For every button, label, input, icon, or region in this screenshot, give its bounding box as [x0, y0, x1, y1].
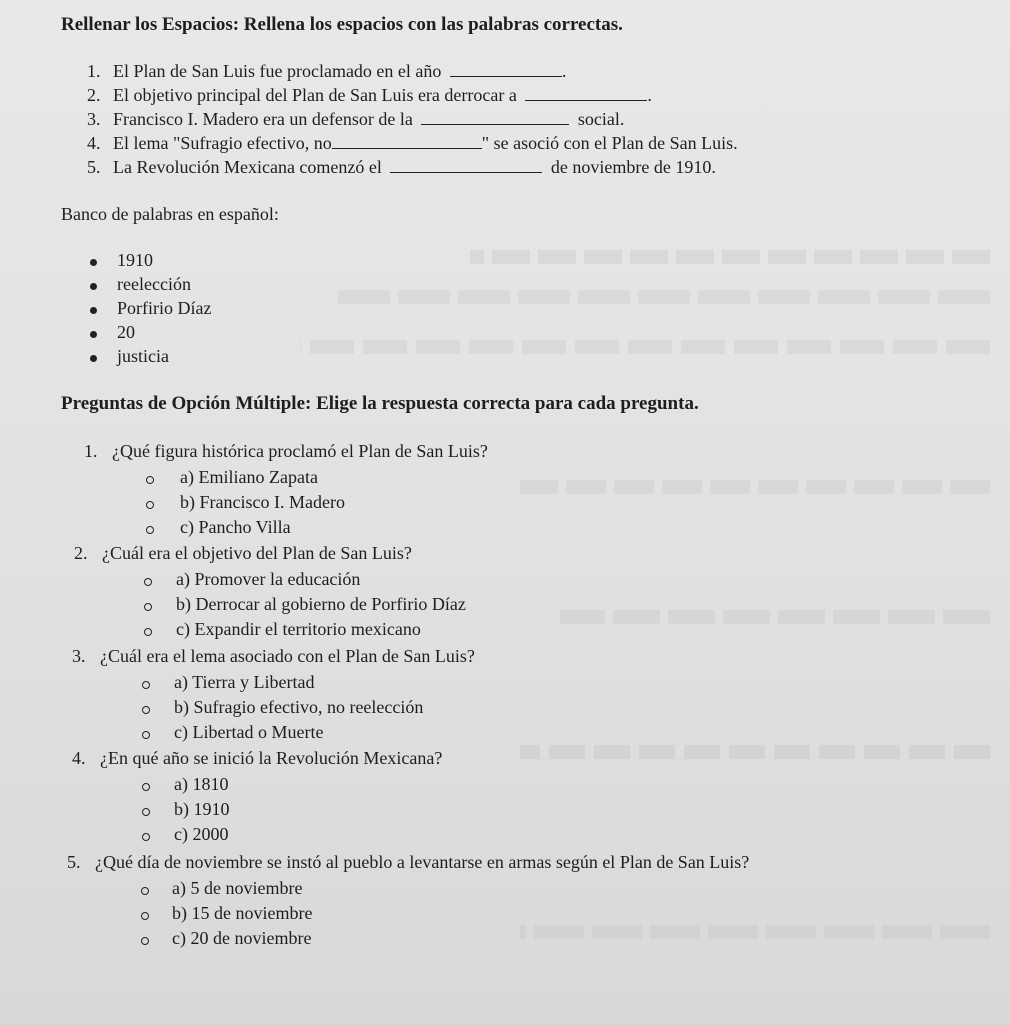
fill-item-number: 4.: [87, 133, 101, 153]
question-number: 2.: [74, 543, 88, 563]
answer-option[interactable]: b) 15 de noviembre: [172, 903, 313, 923]
radio-circle-icon[interactable]: [142, 681, 150, 689]
mc-section-title: Preguntas de Opción Múltiple: Elige la respuesta correcta para cada pregunta.: [61, 393, 699, 414]
fill-item-text-after: .: [647, 85, 652, 105]
fill-item-4: [87, 133, 738, 154]
bullet-dot-icon: [90, 307, 97, 314]
radio-circle-icon[interactable]: [142, 783, 150, 791]
word-bank-item: 20: [117, 322, 135, 342]
fill-item-3: [87, 109, 624, 130]
bleed-through-texture: [560, 610, 990, 624]
radio-circle-icon[interactable]: [142, 833, 150, 841]
radio-circle-icon[interactable]: [144, 628, 152, 636]
fill-item-text-before: Francisco I. Madero era un defensor de la: [113, 109, 413, 129]
answer-option[interactable]: a) 5 de noviembre: [172, 878, 303, 898]
question-number: 4.: [72, 748, 86, 768]
question-5: [67, 852, 749, 873]
fill-item-number: 2.: [87, 85, 101, 105]
answer-option[interactable]: c) 20 de noviembre: [172, 928, 312, 948]
fill-item-number: 5.: [87, 157, 101, 177]
word-bank-item: 1910: [117, 250, 153, 270]
bullet-dot-icon: [90, 259, 97, 266]
answer-option[interactable]: b) 1910: [174, 799, 230, 819]
fill-item-text-before: La Revolución Mexicana comenzó el: [113, 157, 382, 177]
answer-blank[interactable]: [450, 62, 562, 77]
radio-circle-icon[interactable]: [141, 912, 149, 920]
answer-option[interactable]: a) Tierra y Libertad: [174, 672, 315, 692]
question-1: [84, 441, 488, 462]
fill-item-number: 1.: [87, 61, 101, 81]
fill-item-text-after: social.: [577, 109, 625, 129]
fill-item-text-before: El lema "Sufragio efectivo, no: [113, 133, 332, 153]
answer-option[interactable]: a) Promover la educación: [176, 569, 361, 589]
answer-blank[interactable]: [332, 134, 482, 149]
radio-circle-icon[interactable]: [146, 526, 154, 534]
question-number: 3.: [72, 646, 86, 666]
radio-circle-icon[interactable]: [142, 706, 150, 714]
word-bank-item: justicia: [117, 346, 169, 366]
question-text: ¿Cuál era el lema asociado con el Plan de San Luis?: [100, 646, 475, 666]
question-text: ¿Qué día de noviembre se instó al pueblo a levantarse en armas según el Plan de San Luis?: [95, 852, 750, 872]
radio-circle-icon[interactable]: [146, 476, 154, 484]
radio-circle-icon[interactable]: [146, 501, 154, 509]
answer-option[interactable]: a) 1810: [174, 774, 229, 794]
answer-option[interactable]: b) Francisco I. Madero: [180, 492, 345, 512]
radio-circle-icon[interactable]: [141, 937, 149, 945]
fill-item-text-after: " se asoció con el Plan de San Luis.: [481, 133, 738, 153]
bleed-through-texture: [470, 250, 990, 264]
answer-blank[interactable]: [525, 86, 647, 101]
bullet-dot-icon: [90, 283, 97, 290]
fill-item-number: 3.: [87, 109, 101, 129]
bullet-dot-icon: [90, 355, 97, 362]
fill-section-title: Rellenar los Espacios: Rellena los espacios con las palabras correctas.: [61, 14, 623, 35]
bullet-dot-icon: [90, 331, 97, 338]
fill-item-2: [87, 85, 652, 106]
bleed-through-texture: [300, 340, 990, 354]
radio-circle-icon[interactable]: [144, 603, 152, 611]
question-number: 5.: [67, 852, 81, 872]
word-bank-item: Porfirio Díaz: [117, 298, 212, 318]
question-text: ¿Qué figura histórica proclamó el Plan de San Luis?: [112, 441, 488, 461]
bleed-through-texture: [520, 925, 990, 939]
word-bank-title: Banco de palabras en español:: [61, 204, 279, 224]
answer-option[interactable]: c) 2000: [174, 824, 229, 844]
radio-circle-icon[interactable]: [144, 578, 152, 586]
fill-item-text-before: El objetivo principal del Plan de San Luis era derrocar a: [113, 85, 517, 105]
answer-option[interactable]: a) Emiliano Zapata: [180, 467, 318, 487]
fill-item-1: [87, 61, 566, 82]
fill-item-text-before: El Plan de San Luis fue proclamado en el año: [113, 61, 442, 81]
answer-option[interactable]: c) Libertad o Muerte: [174, 722, 324, 742]
radio-circle-icon[interactable]: [142, 808, 150, 816]
fill-item-text-after: de noviembre de 1910.: [550, 157, 716, 177]
question-2: [74, 543, 412, 564]
word-bank-item: reelección: [117, 274, 191, 294]
fill-item-5: [87, 157, 716, 178]
question-4: [72, 748, 442, 769]
question-number: 1.: [84, 441, 98, 461]
answer-option[interactable]: c) Expandir el territorio mexicano: [176, 619, 421, 639]
question-text: ¿Cuál era el objetivo del Plan de San Luis?: [102, 543, 412, 563]
answer-option[interactable]: b) Sufragio efectivo, no reelección: [174, 697, 424, 717]
fill-item-text-after: .: [561, 61, 567, 81]
radio-circle-icon[interactable]: [141, 887, 149, 895]
radio-circle-icon[interactable]: [142, 731, 150, 739]
answer-blank[interactable]: [421, 110, 569, 125]
answer-blank[interactable]: [390, 158, 542, 173]
bleed-through-texture: [520, 745, 990, 759]
bleed-through-texture: [520, 480, 990, 494]
answer-option[interactable]: c) Pancho Villa: [180, 517, 291, 537]
question-text: ¿En qué año se inició la Revolución Mexicana?: [100, 748, 443, 768]
bleed-through-texture: [330, 290, 990, 304]
question-3: [72, 646, 475, 667]
answer-option[interactable]: b) Derrocar al gobierno de Porfirio Díaz: [176, 594, 466, 614]
